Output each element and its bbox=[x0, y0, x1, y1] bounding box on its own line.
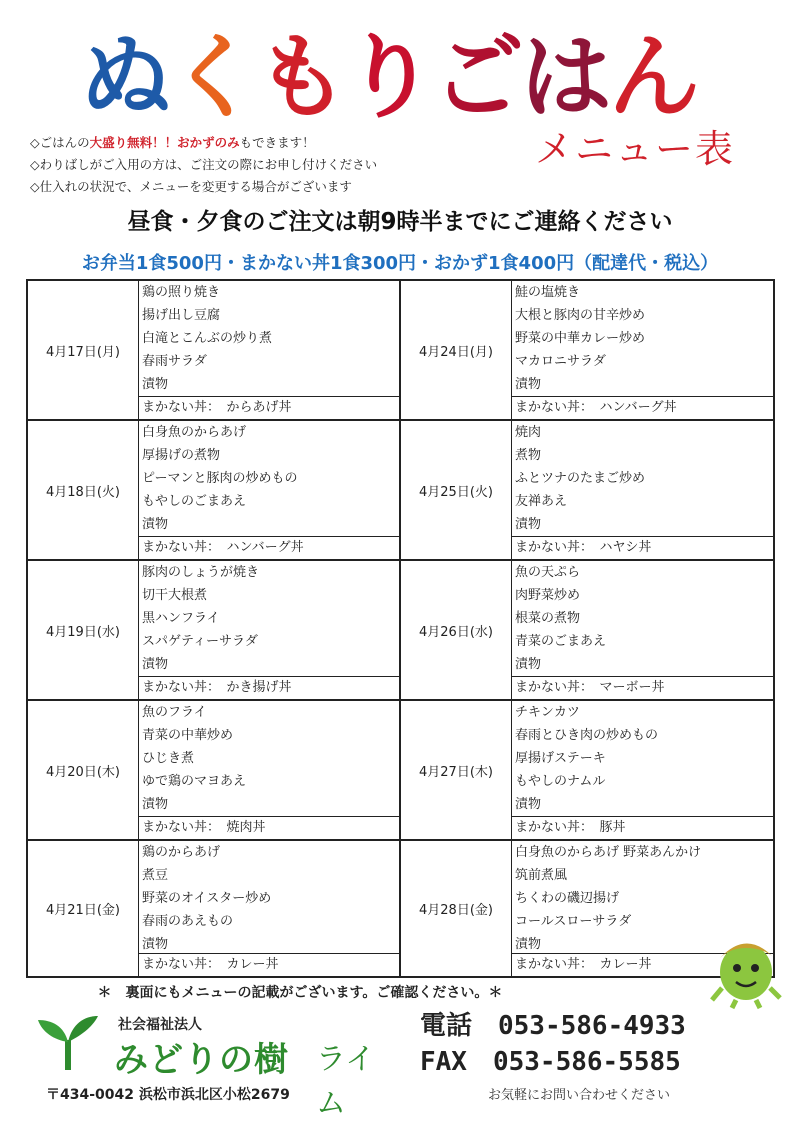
menu-item: 漬物 bbox=[142, 797, 169, 812]
day-date: 4月28日(金) bbox=[401, 841, 512, 976]
day-date: 4月20日(木) bbox=[28, 701, 139, 839]
note-highlight-red: 大盛り無料！！ bbox=[89, 135, 178, 150]
day-items bbox=[511, 561, 773, 699]
menu-item: 魚の天ぷら bbox=[515, 565, 581, 580]
inquiry-note: お気軽にお問い合わせください bbox=[488, 1088, 671, 1103]
menu-item: ゆで鶏のマヨあえ bbox=[142, 774, 247, 789]
title-char: ぬ bbox=[80, 24, 169, 131]
day-date: 4月25日(火) bbox=[401, 421, 512, 559]
org-branch: ライム bbox=[316, 1042, 376, 1121]
sprout-logo-icon bbox=[36, 1010, 100, 1074]
makanai-don: まかない丼： 豚丼 bbox=[511, 816, 773, 839]
day-date: 4月19日(水) bbox=[28, 561, 139, 699]
menu-item: もやしのナムル bbox=[515, 774, 606, 789]
makanai-don: まかない丼： かき揚げ丼 bbox=[138, 676, 399, 699]
menu-item: 青菜のごまあえ bbox=[515, 634, 607, 649]
makanai-don: まかない丼： ハヤシ丼 bbox=[511, 536, 773, 559]
makanai-don: まかない丼： ハンバーグ丼 bbox=[138, 536, 399, 559]
price-line: お弁当1食500円・まかない丼1食300円・おかず1食400円（配達代・税込） bbox=[81, 253, 719, 274]
menu-item: コールスローサラダ bbox=[515, 914, 632, 929]
day-items bbox=[138, 281, 399, 419]
menu-item: 青菜の中華炒め bbox=[142, 728, 234, 743]
menu-title bbox=[80, 18, 697, 131]
menu-item: 野菜のオイスター炒め bbox=[142, 891, 272, 906]
notes bbox=[30, 132, 377, 198]
menu-item: ひじき煮 bbox=[142, 751, 195, 766]
makanai-don: まかない丼： 焼肉丼 bbox=[138, 816, 399, 839]
menu-item: 肉野菜炒め bbox=[515, 588, 581, 603]
menu-item: 漬物 bbox=[142, 377, 169, 392]
menu-item: 白身魚のからあげ bbox=[142, 425, 247, 440]
menu-item: 厚揚げステーキ bbox=[515, 751, 606, 766]
menu-item: 友禅あえ bbox=[515, 494, 568, 509]
makanai-don: まかない丼： マーボー丼 bbox=[511, 676, 773, 699]
note-line-1 bbox=[30, 132, 377, 154]
menu-grid bbox=[26, 279, 775, 978]
title-char: も bbox=[256, 24, 345, 131]
day-items bbox=[138, 421, 399, 559]
org-type: 社会福祉法人 bbox=[118, 1017, 202, 1033]
contact-block bbox=[420, 1008, 686, 1080]
menu-item: 豚肉のしょうが焼き bbox=[142, 565, 260, 580]
title-char: ん bbox=[608, 24, 697, 131]
menu-item: スパゲティーサラダ bbox=[142, 634, 258, 649]
phone-number[interactable]: 電話 053-586-4933 bbox=[420, 1011, 686, 1041]
menu-item: マカロニサラダ bbox=[515, 354, 606, 369]
menu-item: 鶏のからあげ bbox=[142, 845, 221, 860]
day-items bbox=[511, 281, 773, 419]
day-cell bbox=[27, 700, 400, 840]
order-deadline-headline: 昼食・夕食のご注文は朝9時半までにご連絡ください bbox=[127, 209, 673, 235]
title-char: ご bbox=[432, 24, 521, 131]
day-items bbox=[511, 701, 773, 839]
menu-item: 春雨サラダ bbox=[142, 354, 207, 369]
day-date: 4月26日(水) bbox=[401, 561, 512, 699]
menu-item: 漬物 bbox=[515, 377, 542, 392]
title-char: り bbox=[344, 24, 433, 131]
day-cell bbox=[27, 840, 400, 977]
day-cell bbox=[400, 280, 774, 420]
day-date: 4月27日(木) bbox=[401, 701, 512, 839]
menu-item: 煮物 bbox=[515, 448, 542, 463]
day-cell bbox=[400, 700, 774, 840]
makanai-don: まかない丼： カレー丼 bbox=[138, 953, 399, 976]
title-char: は bbox=[520, 24, 609, 131]
note-line-2: ◇わりばしがご入用の方は、ご注文の際にお申し付けください bbox=[30, 157, 378, 172]
day-items bbox=[511, 421, 773, 559]
day-date: 4月24日(月) bbox=[401, 281, 512, 419]
menu-item: 魚のフライ bbox=[142, 705, 207, 720]
menu-subtitle: メニュー表 bbox=[535, 127, 736, 171]
menu-item: 漬物 bbox=[142, 657, 169, 672]
note-text: ◇ごはんの bbox=[30, 135, 90, 150]
menu-item: 漬物 bbox=[142, 937, 169, 952]
day-items bbox=[138, 561, 399, 699]
menu-item: ふとツナのたまご炒め bbox=[515, 471, 646, 486]
menu-item: 漬物 bbox=[515, 797, 542, 812]
day-cell bbox=[27, 560, 400, 700]
day-cell bbox=[27, 420, 400, 560]
day-cell bbox=[27, 280, 400, 420]
menu-item: 漬物 bbox=[142, 517, 169, 532]
fax-number: FAX 053-586-5585 bbox=[420, 1047, 681, 1077]
menu-item: 黒ハンフライ bbox=[142, 611, 220, 626]
menu-item: ちくわの磯辺揚げ bbox=[515, 891, 620, 906]
title-char: く bbox=[168, 24, 257, 131]
menu-item: 漬物 bbox=[515, 937, 542, 952]
menu-item: 漬物 bbox=[515, 517, 542, 532]
makanai-don: まかない丼： ハンバーグ丼 bbox=[511, 396, 773, 419]
day-date: 4月17日(月) bbox=[28, 281, 139, 419]
menu-item: 焼肉 bbox=[515, 425, 542, 440]
menu-item: 根菜の煮物 bbox=[515, 611, 581, 626]
makanai-don: まかない丼： カレー丼 bbox=[511, 953, 773, 976]
day-items bbox=[138, 701, 399, 839]
menu-item: 白滝とこんぶの炒り煮 bbox=[142, 331, 273, 346]
menu-item: 筑前煮風 bbox=[515, 868, 568, 883]
day-date: 4月18日(火) bbox=[28, 421, 139, 559]
menu-item: もやしのごまあえ bbox=[142, 494, 247, 509]
note-line-3: ◇仕入れの状況で、メニューを変更する場合がございます bbox=[30, 179, 352, 194]
menu-item: 漬物 bbox=[515, 657, 542, 672]
menu-item: 白身魚のからあげ 野菜あんかけ bbox=[515, 845, 702, 860]
address: 〒434-0042 浜松市浜北区小松2679 bbox=[46, 1087, 290, 1103]
day-items bbox=[138, 841, 399, 976]
lime-mascot-icon bbox=[706, 928, 786, 1010]
menu-item: 鶏の照り焼き bbox=[142, 285, 221, 300]
menu-item: 厚揚げの煮物 bbox=[142, 448, 221, 463]
menu-item: 春雨のあえもの bbox=[142, 914, 234, 929]
day-date: 4月21日(金) bbox=[28, 841, 139, 976]
menu-item: ピーマンと豚肉の炒めもの bbox=[142, 471, 298, 486]
day-cell bbox=[400, 420, 774, 560]
note-text: もできます！ bbox=[239, 135, 315, 150]
menu-item: 煮豆 bbox=[142, 868, 169, 883]
menu-item: チキンカツ bbox=[515, 705, 580, 720]
footnote: ＊ 裏面にもメニューの記載がございます。ご確認ください。＊ bbox=[97, 985, 503, 1001]
day-cell bbox=[400, 560, 774, 700]
org-name: みどりの樹 bbox=[114, 1040, 289, 1080]
makanai-don: まかない丼： からあげ丼 bbox=[138, 396, 399, 419]
menu-item: 揚げ出し豆腐 bbox=[142, 308, 221, 323]
note-highlight-bold: おかずのみ bbox=[177, 135, 240, 150]
menu-item: 大根と豚肉の甘辛炒め bbox=[515, 308, 646, 323]
menu-item: 切干大根煮 bbox=[142, 588, 208, 603]
menu-item: 鮭の塩焼き bbox=[515, 285, 581, 300]
menu-item: 春雨とひき肉の炒めもの bbox=[515, 728, 659, 743]
menu-item: 野菜の中華カレー炒め bbox=[515, 331, 646, 346]
